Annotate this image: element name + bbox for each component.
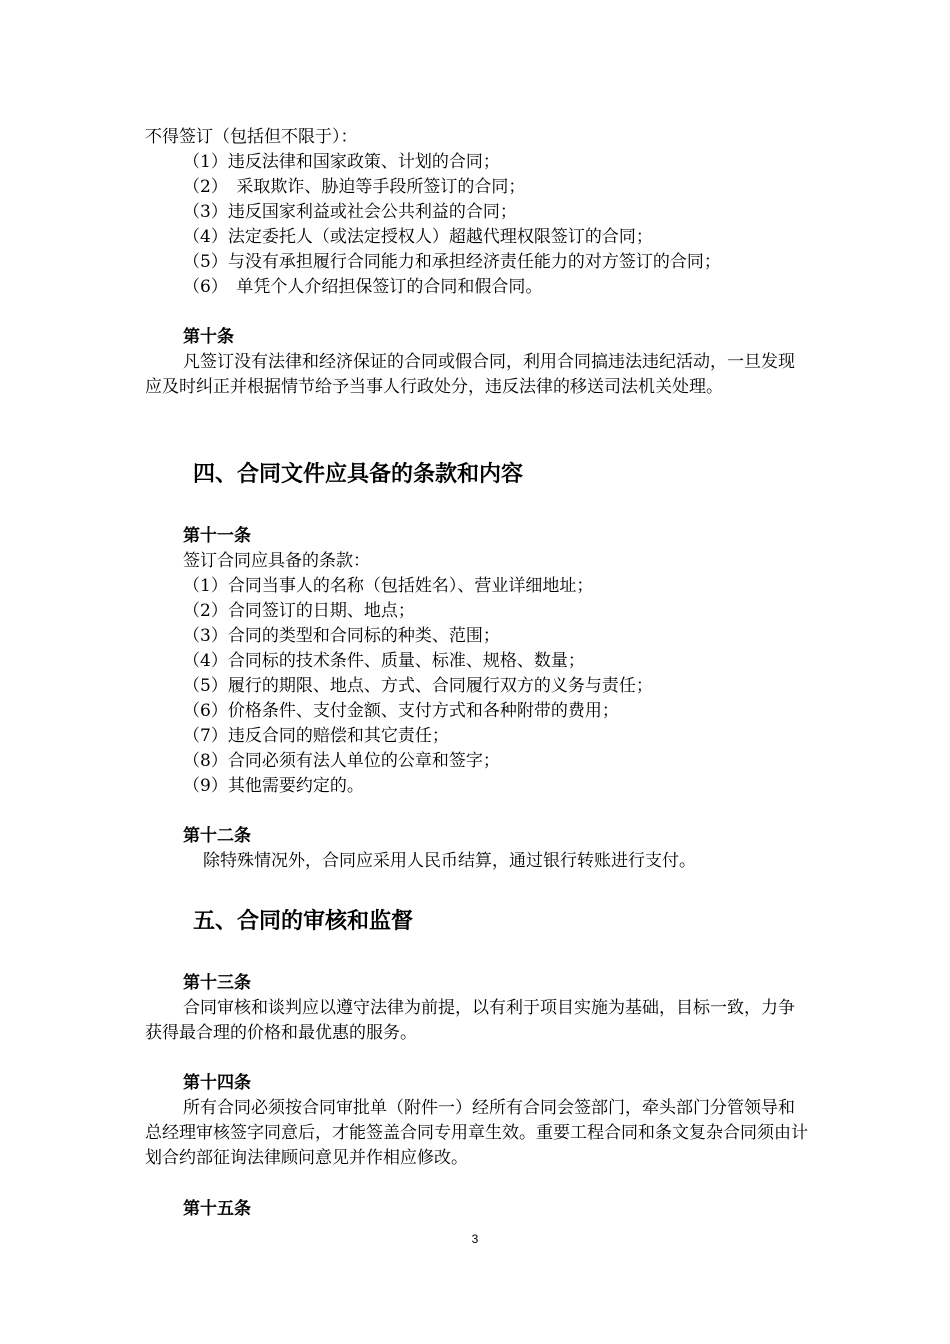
list-item: （5）履行的期限、地点、方式、合同履行双方的义务与责任； <box>183 676 653 696</box>
article-10-title: 第十条 <box>183 327 234 347</box>
list-item: （1）违反法律和国家政策、计划的合同； <box>183 152 500 172</box>
article-13-title: 第十三条 <box>183 973 251 993</box>
intro-line: 不得签订（包括但不限于）： <box>145 127 358 147</box>
section-5-heading: 五、合同的审核和监督 <box>193 909 414 934</box>
list-item: （7）违反合同的赔偿和其它责任； <box>183 726 449 746</box>
article-15-title: 第十五条 <box>183 1199 251 1219</box>
list-item: （6）价格条件、支付金额、支付方式和各种附带的费用； <box>183 701 619 721</box>
list-item: （1）合同当事人的名称（包括姓名）、营业详细地址； <box>183 576 594 596</box>
section-4-heading: 四、合同文件应具备的条款和内容 <box>193 462 524 487</box>
article-13-text: 合同审核和谈判应以遵守法律为前提，以有利于项目实施为基础，目标一致，力争获得最合理的价格和最优惠的服务。 <box>145 998 795 1043</box>
article-10-text: 凡签订没有法律和经济保证的合同或假合同，利用合同搞违法违纪活动，一旦发现应及时纠正并根据情节给予当事人行政处分，违反法律的移送司法机关处理。 <box>145 352 795 397</box>
page-number: 3 <box>471 1232 479 1246</box>
list-item: （9）其他需要约定的。 <box>183 776 364 796</box>
article-11-title: 第十一条 <box>183 526 251 546</box>
article-11-intro: 签订合同应具备的条款： <box>183 551 370 571</box>
list-item: （4）合同标的技术条件、质量、标准、规格、数量； <box>183 651 585 671</box>
list-item: （4）法定委托人（或法定授权人）超越代理权限签订的合同； <box>183 227 653 247</box>
list-item: （3）违反国家利益或社会公共利益的合同； <box>183 202 517 222</box>
list-item: （8）合同必须有法人单位的公章和签字； <box>183 751 500 771</box>
article-14-title: 第十四条 <box>183 1073 251 1093</box>
list-item: （3）合同的类型和合同标的种类、范围； <box>183 626 500 646</box>
article-12-title: 第十二条 <box>183 826 251 846</box>
list-item: （2）合同签订的日期、地点； <box>183 601 415 621</box>
list-item: （6） 单凭个人介绍担保签订的合同和假合同。 <box>183 277 543 297</box>
article-12-text: 除特殊情况外，合同应采用人民币结算，通过银行转账进行支付。 <box>203 851 696 871</box>
list-item: （2） 采取欺诈、胁迫等手段所签订的合同； <box>183 177 526 197</box>
list-item: （5）与没有承担履行合同能力和承担经济责任能力的对方签订的合同； <box>183 252 721 272</box>
article-14-text: 所有合同必须按合同审批单（附件一）经所有合同会签部门，牵头部门分管领导和总经理审核签字同意后，才能签盖合同专用章生效。重要工程合同和条文复杂合同须由计划合约部征询法律顾问意见并作相应修改。 <box>145 1098 808 1168</box>
